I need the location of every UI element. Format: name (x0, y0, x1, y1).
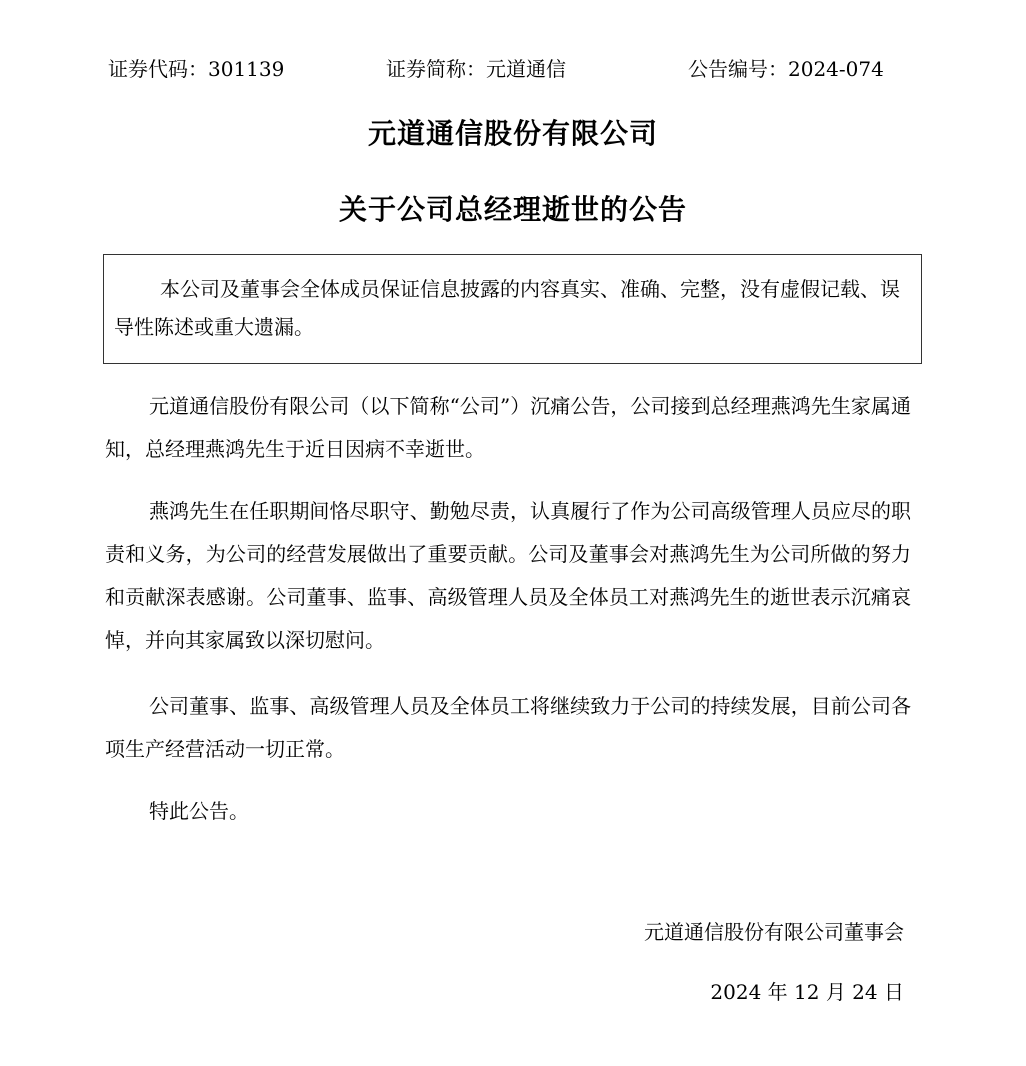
body-paragraph-1: 元道通信股份有限公司（以下简称“公司”）沉痛公告，公司接到总经理燕鸿先生家属通知，总经理燕鸿先生于近日因病不幸逝世。 (105, 394, 911, 461)
signature-date: 2024 年 12 月 24 日 (710, 980, 904, 1004)
body-paragraph-3: 公司董事、监事、高级管理人员及全体员工将继续致力于公司的持续发展，目前公司各项生产经营活动一切正常。 (105, 694, 911, 761)
closing-statement: 特此公告。 (149, 799, 249, 823)
stock-abbreviation: 证券简称：元道通信 (386, 57, 566, 81)
announcement-header (0, 54, 1026, 84)
signature-company: 元道通信股份有限公司董事会 (644, 920, 904, 944)
announcement-number: 公告编号：2024-074 (688, 57, 884, 81)
company-title: 元道通信股份有限公司 (367, 117, 658, 150)
stock-code: 证券代码：301139 (108, 57, 285, 81)
disclaimer-box: 本公司及董事会全体成员保证信息披露的内容真实、准确、完整，没有虚假记载、误导性陈述或重大遗漏。 (103, 254, 922, 364)
body-paragraph-2: 燕鸿先生在任职期间恪尽职守、勤勉尽责，认真履行了作为公司高级管理人员应尽的职责和义务，为公司的经营发展做出了重要贡献。公司及董事会对燕鸿先生为公司所做的努力和贡献深表感谢。公司董事、监事、高级管理人员及全体员工对燕鸿先生的逝世表示沉痛哀悼，并向其家属致以深切慰问。 (105, 499, 911, 652)
announcement-title: 关于公司总经理逝世的公告 (338, 193, 687, 226)
